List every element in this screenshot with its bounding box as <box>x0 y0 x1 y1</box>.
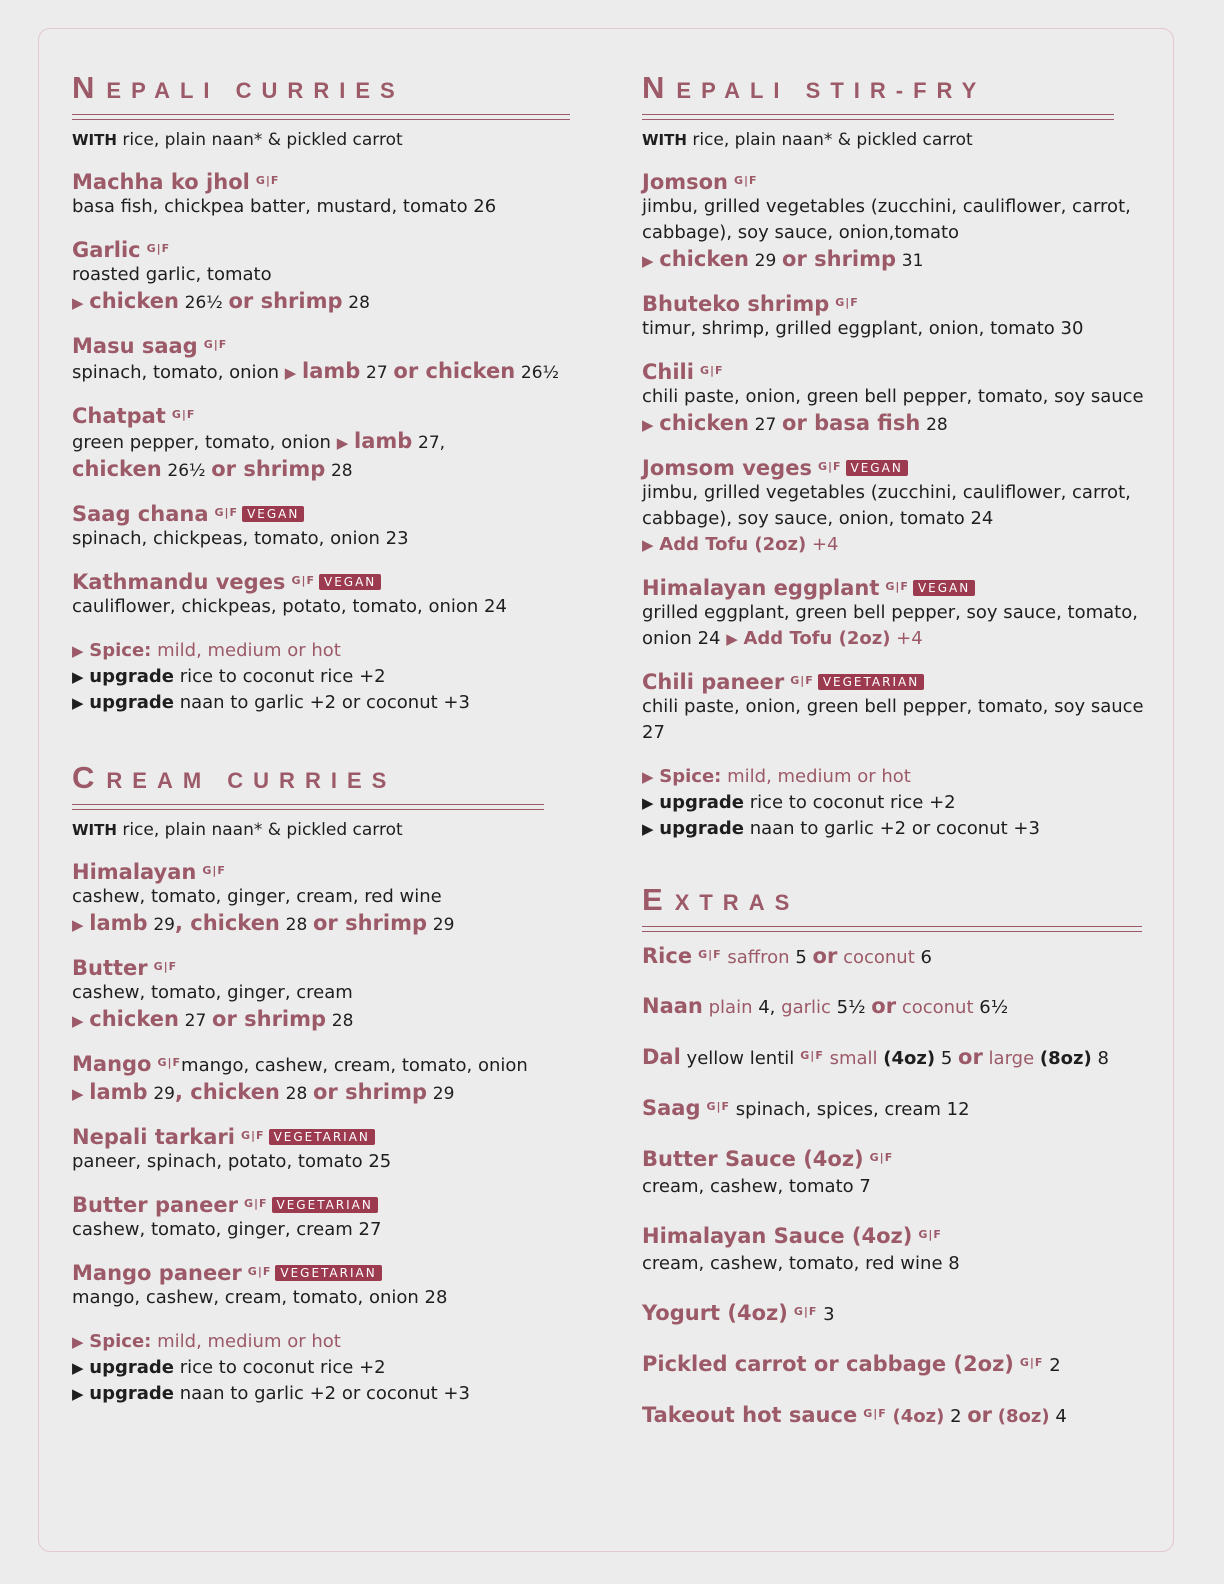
nepali-curries-section <box>72 70 592 716</box>
gluten-free-mark: G|F <box>153 960 178 973</box>
item-name: Mango <box>72 1052 152 1076</box>
item-name: Jomsom veges <box>642 456 812 480</box>
gluten-free-mark: G|F <box>243 1197 268 1210</box>
menu-item <box>642 292 1152 342</box>
naan-upgrade-note: ▶ upgrade naan to garlic +2 or coconut +3 <box>642 818 1040 839</box>
gluten-free-mark: G|F <box>706 1100 731 1113</box>
gluten-free-mark: G|F <box>698 948 722 961</box>
right-triangle-icon: ▶ <box>72 642 84 660</box>
item-options: ▶ lamb 29, chicken 28 or shrimp 29 <box>72 1080 455 1104</box>
rice-upgrade-note: ▶ upgrade rice to coconut rice +2 <box>72 1357 386 1378</box>
item-name: Mango paneer <box>72 1261 242 1285</box>
naan-upgrade-note: ▶ upgrade naan to garlic +2 or coconut +3 <box>72 692 470 713</box>
naan-upgrade-note: ▶ upgrade naan to garlic +2 or coconut +3 <box>72 1383 470 1404</box>
item-description: spinach, chickpeas, tomato, onion 23 <box>72 528 409 549</box>
gluten-free-mark: G|F <box>793 1305 818 1318</box>
right-triangle-icon: ▶ <box>72 668 84 686</box>
extra-naan: Naan plain 4, garlic 5½ or coconut 6½ <box>642 994 1009 1018</box>
spice-note: ▶ Spice: mild, medium or hot <box>72 1331 341 1352</box>
right-triangle-icon: ▶ <box>284 364 297 382</box>
item-name: Machha ko jhol <box>72 170 250 194</box>
right-triangle-icon: ▶ <box>72 1012 84 1030</box>
vegetarian-badge: VEGETARIAN <box>269 1129 375 1145</box>
section-title: NEPALI CURRIES <box>72 70 405 105</box>
right-triangle-icon: ▶ <box>642 252 654 270</box>
spice-note: ▶ Spice: mild, medium or hot <box>642 766 911 787</box>
stir-fry-section <box>642 70 1152 842</box>
item-description: chili paste, onion, green bell pepper, tomato, soy sauce ▶ chicken 27 or basa fish 28 <box>642 386 1144 435</box>
gluten-free-mark: G|F <box>203 338 228 351</box>
item-addon: ▶ Add Tofu (2oz) +4 <box>642 534 839 555</box>
item-description: jimbu, grilled vegetables (zucchini, cauliflower, carrot, cabbage), soy sauce, onion,tomato <box>642 196 1131 243</box>
item-description: jimbu, grilled vegetables (zucchini, cauliflower, carrot, cabbage), soy sauce, onion, tomato 24 <box>642 482 1131 529</box>
item-description: green pepper, tomato, onion ▶ lamb 27, chicken 26½ or shrimp 28 <box>72 429 446 481</box>
gluten-free-mark: G|F <box>817 460 842 473</box>
section-notes <box>72 1329 592 1407</box>
extra-hot-sauce: Takeout hot sauce $^{G|F}$ (4oz) 2 or (8oz) 4 <box>642 1403 1067 1427</box>
item-name: Saag chana <box>72 502 209 526</box>
item-description: grilled eggplant, green bell pepper, soy sauce, tomato, onion 24 ▶ Add Tofu (2oz) +4 <box>642 602 1138 649</box>
vegetarian-badge: VEGETARIAN <box>272 1197 378 1213</box>
section-subtitle: WITH rice, plain naan* & pickled carrot <box>72 820 403 840</box>
extra-rice: Rice $^{G|F}$ saffron 5 or coconut 6 <box>642 944 932 968</box>
cream-curries-section <box>72 760 592 1407</box>
gluten-free-mark: G|F <box>790 674 814 687</box>
menu-item <box>72 502 592 552</box>
section-rule <box>642 114 1114 120</box>
item-name: Jomson <box>642 170 728 194</box>
right-triangle-icon: ▶ <box>336 434 349 452</box>
gluten-free-mark: G|F <box>202 864 226 877</box>
menu-item <box>72 956 592 1034</box>
item-description: cashew, tomato, ginger, cream <box>72 982 353 1003</box>
right-triangle-icon: ▶ <box>72 1359 84 1377</box>
menu-item <box>642 170 1152 274</box>
section-rule <box>642 926 1142 932</box>
menu-item <box>72 170 592 220</box>
item-options: ▶ chicken 27 or shrimp 28 <box>72 1007 354 1031</box>
section-rule <box>72 804 544 810</box>
right-triangle-icon: ▶ <box>72 294 84 312</box>
item-name: Chili paneer <box>642 670 785 694</box>
item-name: Nepali tarkari <box>72 1125 235 1149</box>
item-description: cauliflower, chickpeas, potato, tomato, onion 24 <box>72 596 507 617</box>
item-description: timur, shrimp, grilled eggplant, onion, tomato 30 <box>642 318 1084 339</box>
right-triangle-icon: ▶ <box>642 768 654 786</box>
rice-upgrade-note: ▶ upgrade rice to coconut rice +2 <box>72 666 386 687</box>
item-options: ▶ chicken 29 or shrimp 31 <box>642 247 924 271</box>
item-name: Himalayan <box>72 860 197 884</box>
gluten-free-mark: G|F <box>734 174 758 187</box>
section-rule <box>72 114 570 120</box>
section-notes <box>72 638 592 716</box>
item-name: Butter paneer <box>72 1193 238 1217</box>
menu-item <box>72 1261 592 1311</box>
section-subtitle: WITH rice, plain naan* & pickled carrot <box>642 130 973 150</box>
right-triangle-icon: ▶ <box>72 916 84 934</box>
vegan-badge: VEGAN <box>242 506 304 522</box>
section-subtitle: WITH rice, plain naan* & pickled carrot <box>72 130 403 150</box>
right-triangle-icon: ▶ <box>642 820 654 838</box>
item-name: Kathmandu veges <box>72 570 286 594</box>
gluten-free-mark: G|F <box>157 1056 182 1069</box>
extra-yogurt: Yogurt (4oz) $^{G|F}$ 3 <box>642 1301 835 1325</box>
menu-item <box>72 570 592 620</box>
gluten-free-mark: G|F <box>255 174 280 187</box>
spice-note: ▶ Spice: mild, medium or hot <box>72 640 341 661</box>
right-column <box>642 70 1152 1452</box>
vegetarian-badge: VEGETARIAN <box>275 1265 381 1281</box>
item-description: roasted garlic, tomato <box>72 264 272 285</box>
extra-himalayan-sauce: Himalayan Sauce (4oz) $^{G|F}$ cream, cashew, tomato, red wine 8 <box>642 1224 960 1274</box>
gluten-free-mark: G|F <box>918 1228 942 1241</box>
gluten-free-mark: G|F <box>171 408 196 421</box>
gluten-free-mark: G|F <box>869 1151 894 1164</box>
vegan-badge: VEGAN <box>319 574 381 590</box>
menu-item <box>642 670 1152 746</box>
menu-item <box>72 860 592 938</box>
extra-dal: Dal yellow lentil $^{G|F}$ small (4oz) 5 or large (8oz) 8 <box>642 1045 1109 1069</box>
item-options: ▶ chicken 26½ or shrimp 28 <box>72 289 370 313</box>
menu-item <box>72 1125 592 1175</box>
left-column <box>72 70 592 1407</box>
menu-item <box>72 1052 592 1107</box>
item-name: Chatpat <box>72 404 166 428</box>
gluten-free-mark: G|F <box>699 364 724 377</box>
menu-item <box>72 334 592 386</box>
right-triangle-icon: ▶ <box>642 416 654 434</box>
menu-item <box>72 238 592 316</box>
gluten-free-mark: G|F <box>291 574 315 587</box>
item-description: spinach, tomato, onion ▶ lamb 27 or chicken 26½ <box>72 359 559 383</box>
extras-section <box>642 882 1152 1430</box>
item-description: cashew, tomato, ginger, cream, red wine <box>72 886 442 907</box>
item-description: mango, cashew, cream, tomato, onion 28 <box>72 1287 448 1308</box>
section-title: EXTRAS <box>642 882 800 917</box>
gluten-free-mark: G|F <box>146 242 171 255</box>
gluten-free-mark: G|F <box>800 1049 824 1062</box>
menu-item <box>642 576 1152 652</box>
gluten-free-mark: G|F <box>835 296 859 309</box>
menu-item <box>642 360 1152 438</box>
item-name: Himalayan eggplant <box>642 576 880 600</box>
section-title: NEPALI STIR-FRY <box>642 70 987 105</box>
item-name: Bhuteko shrimp <box>642 292 830 316</box>
item-name: Chili <box>642 360 694 384</box>
item-description: basa fish, chickpea batter, mustard, tomato 26 <box>72 196 497 217</box>
item-name: Masu saag <box>72 334 198 358</box>
item-name: Garlic <box>72 238 141 262</box>
right-triangle-icon: ▶ <box>726 630 738 648</box>
vegetarian-badge: VEGETARIAN <box>818 674 924 690</box>
right-triangle-icon: ▶ <box>642 536 654 554</box>
gluten-free-mark: G|F <box>214 506 239 519</box>
menu-item <box>72 1193 592 1243</box>
gluten-free-mark: G|F <box>1019 1356 1044 1369</box>
vegan-badge: VEGAN <box>846 460 908 476</box>
item-options: ▶ lamb 29, chicken 28 or shrimp 29 <box>72 911 455 935</box>
extra-pickled: Pickled carrot or cabbage (2oz) $^{G|F}$ 2 <box>642 1352 1061 1376</box>
gluten-free-mark: G|F <box>247 1265 272 1278</box>
item-description: cashew, tomato, ginger, cream 27 <box>72 1219 382 1240</box>
item-description: paneer, spinach, potato, tomato 25 <box>72 1151 392 1172</box>
right-triangle-icon: ▶ <box>72 1085 84 1103</box>
extra-butter-sauce: Butter Sauce (4oz) $^{G|F}$ cream, cashew, tomato 7 <box>642 1147 894 1197</box>
right-triangle-icon: ▶ <box>72 1333 84 1351</box>
extra-saag: Saag $^{G|F}$ spinach, spices, cream 12 <box>642 1096 970 1120</box>
gluten-free-mark: G|F <box>863 1407 887 1420</box>
item-description: mango, cashew, cream, tomato, onion <box>181 1055 528 1076</box>
menu-item <box>72 404 592 484</box>
vegan-badge: VEGAN <box>913 580 975 596</box>
right-triangle-icon: ▶ <box>642 794 654 812</box>
section-notes <box>642 764 1152 842</box>
rice-upgrade-note: ▶ upgrade rice to coconut rice +2 <box>642 792 956 813</box>
item-name: Butter <box>72 956 148 980</box>
gluten-free-mark: G|F <box>885 580 909 593</box>
right-triangle-icon: ▶ <box>72 694 84 712</box>
menu-item <box>642 456 1152 558</box>
section-title: CREAM CURRIES <box>72 760 397 795</box>
item-description: chili paste, onion, green bell pepper, tomato, soy sauce 27 <box>642 696 1144 743</box>
gluten-free-mark: G|F <box>241 1129 265 1142</box>
right-triangle-icon: ▶ <box>72 1385 84 1403</box>
